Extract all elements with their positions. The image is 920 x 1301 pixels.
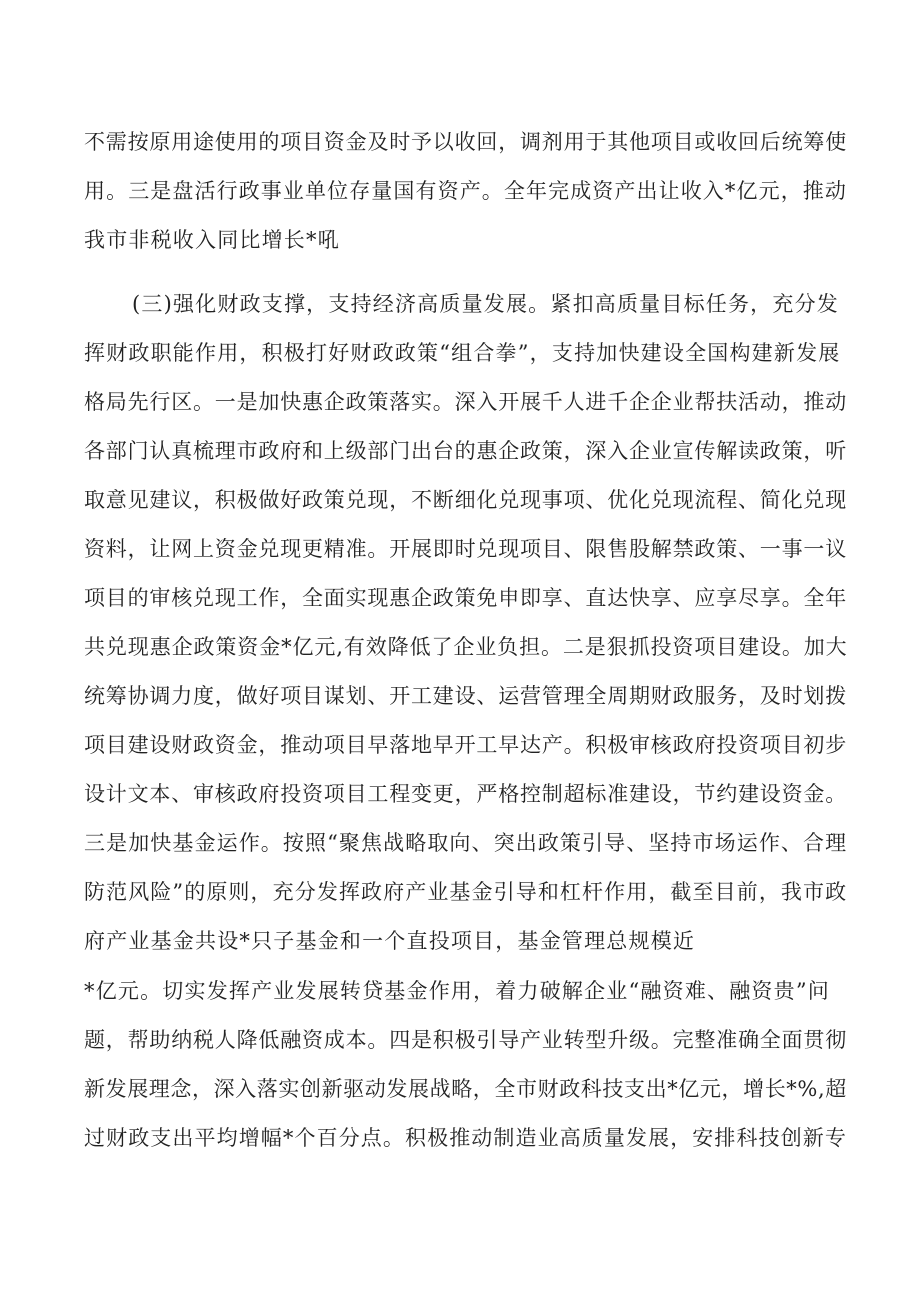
text-line: 项目的审核兑现工作，全面实现惠企政策免申即享、直达快享、应享尽享。全年 [84, 586, 847, 610]
text-line: 统筹协调力度，做好项目谋划、开工建设、运营管理全周期财政服务，及时划拨 [84, 684, 847, 708]
text-line: 防范风险”的原则，充分发挥政府产业基金引导和杠杆作用，截至目前，我市政 [84, 880, 848, 904]
paragraph-heading-line: (三)强化财政支撑，支持经济高质量发展。紧扣高质量目标任务，充分发 [132, 292, 839, 316]
text-line: 不需按原用途使用的项目资金及时予以收回，调剂用于其他项目或收回后统筹使 [84, 130, 847, 154]
text-line: 题，帮助纳税人降低融资成本。四是积极引导产业转型升级。完整准确全面贯彻 [84, 1028, 847, 1052]
text-line: 过财政支出平均增幅*个百分点。积极推动制造业高质量发展，安排科技创新专 [84, 1126, 847, 1150]
text-line: 共兑现惠企政策资金*亿元,有效降低了企业负担。二是狠抓投资项目建设。加大 [84, 635, 848, 659]
text-line: 取意见建议，积极做好政策兑现，不断细化兑现事项、优化兑现流程、简化兑现 [84, 488, 847, 512]
text-line: 三是加快基金运作。按照“聚焦战略取向、突出政策引导、坚持市场运作、合理 [84, 831, 848, 855]
text-line: 项目建设财政资金，推动项目早落地早开工早达产。积极审核政府投资项目初步 [84, 733, 847, 757]
text-line: 用。三是盘活行政事业单位存量国有资产。全年完成资产出让收入*亿元，推动 [84, 179, 847, 203]
text-line: 我市非税收入同比增长*吼 [84, 228, 340, 252]
text-line: 格局先行区。一是加快惠企政策落实。深入开展千人进千企企业帮扶活动，推动 [84, 390, 847, 414]
text-line: 各部门认真梳理市政府和上级部门出台的惠企政策，深入企业宣传解读政策，听 [84, 439, 847, 463]
text-line: 府产业基金共设*只子基金和一个直投项目，基金管理总规模近 [84, 929, 696, 953]
text-line: 资料，让网上资金兑现更精准。开展即时兑现项目、限售股解禁政策、一事一议 [84, 537, 847, 561]
text-line: *亿元。切实发挥产业发展转贷基金作用，着力破解企业“融资难、融资贵”问 [84, 979, 830, 1003]
text-line: 新发展理念，深入落实创新驱动发展战略，全市财政科技支出*亿元，增长*%,超 [84, 1077, 847, 1101]
text-line: 设计文本、审核政府投资项目工程变更，严格控制超标准建设，节约建设资金。 [84, 782, 847, 806]
text-line: 挥财政职能作用，积极打好财政政策“组合拳”，支持加快建设全国构建新发展 [84, 341, 841, 365]
